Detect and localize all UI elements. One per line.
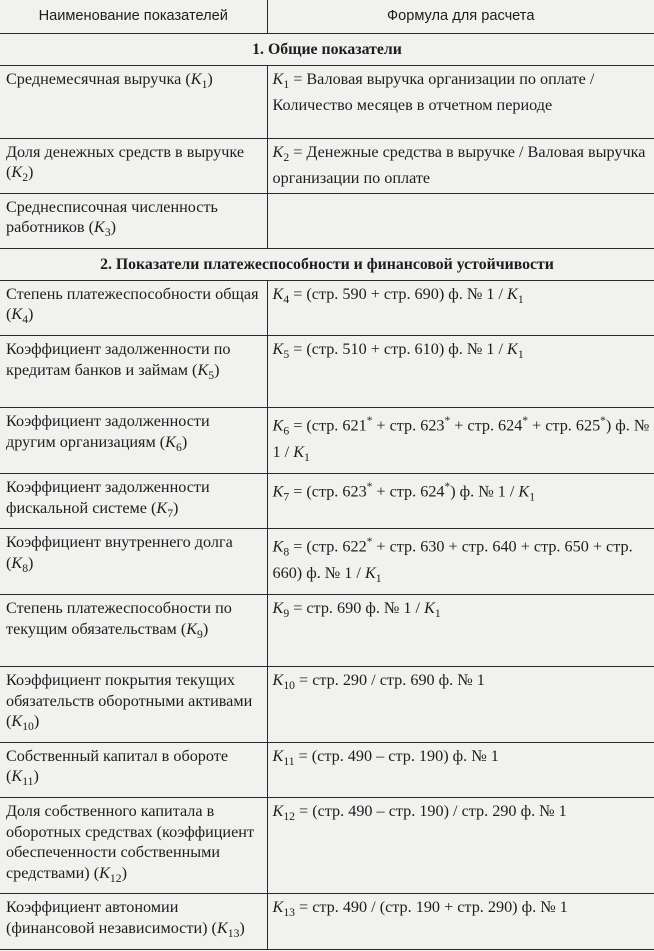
indicator-formula: $K_1$ = Валовая выручка организации по оплате / Количество месяцев в отчетном периоде <box>267 65 654 138</box>
indicator-name: Собственный капитал в обороте $(K_{11})$ <box>0 742 267 797</box>
indicator-formula: $K_{11} = (стр$. 490 – стр. 190) ф. № 1 <box>267 742 654 797</box>
indicator-name: Степень платежеспособности общая $(K_4)$ <box>0 280 267 335</box>
table-row <box>0 595 654 667</box>
indicator-formula: $K_2$ = Денежные средства в выручке / Валовая выручка организации по оплате <box>267 138 654 193</box>
section-row <box>0 248 654 280</box>
indicator-name: Степень платежеспособности по текущим обязательствам $(K_9)$ <box>0 595 267 667</box>
table-row <box>0 336 654 408</box>
indicator-formula: $K_{13}$ = стр. 490 / (стр. 190 + стр. 290) ф. № 1 <box>267 894 654 949</box>
section-title: 1. Общие показатели <box>0 33 654 65</box>
indicator-name: Коэффициент задолженности другим организациям $(K_6)$ <box>0 408 267 474</box>
indicator-name: Среднесписочная численность работников $(K_3)$ <box>0 193 267 248</box>
indicator-formula: $K_6 = (стр$. 621* + стр. 623* + стр. 624* + стр. 625*) ф. № $1 / K_1$ <box>267 408 654 474</box>
indicator-name: Доля собственного капитала в оборотных средствах (коэффициент обеспеченности собственными средствами) $(K_{12})$ <box>0 798 267 894</box>
indicator-formula <box>267 193 654 248</box>
indicator-formula: $K_9$ = стр. 690 ф. № $1 / K_1$ <box>267 595 654 667</box>
table-row <box>0 894 654 949</box>
indicator-name: Коэффициент задолженности фискальной системе $(K_7)$ <box>0 474 267 529</box>
section-title: 2. Показатели платежеспособности и финансовой устойчивости <box>0 248 654 280</box>
table-row <box>0 798 654 894</box>
table-row <box>0 65 654 138</box>
table-row <box>0 138 654 193</box>
column-header-name: Наименование показателей <box>0 0 267 33</box>
indicator-formula: $K_{12} = (стр$. 490 – стр. 190) / стр. 290 ф. № 1 <box>267 798 654 894</box>
indicator-name: Коэффициент автономии (финансовой независимости) $(K_{13})$ <box>0 894 267 949</box>
indicator-formula: $K_{10}$ = стр. 290 / стр. 690 ф. № 1 <box>267 667 654 743</box>
table-row <box>0 408 654 474</box>
indicator-name: Доля денежных средств в выручке $(K_2)$ <box>0 138 267 193</box>
indicator-formula: $K_4 = (стр$. 590 + стр. 690) ф. № $1 / K_1$ <box>267 280 654 335</box>
table-row <box>0 193 654 248</box>
indicator-name: Коэффициент внутреннего долга $(K_8)$ <box>0 529 267 595</box>
table-row <box>0 529 654 595</box>
table-row <box>0 474 654 529</box>
indicator-formula: $K_5 = (стр$. 510 + стр. 610) ф. № $1 / K_1$ <box>267 336 654 408</box>
indicator-name: Коэффициент задолженности по кредитам банков и займам $(K_5)$ <box>0 336 267 408</box>
indicator-name: Среднемесячная выручка $(K_1)$ <box>0 65 267 138</box>
table-row <box>0 667 654 743</box>
header-row <box>0 0 654 33</box>
indicator-name: Коэффициент покрытия текущих обязательств оборотными активами $(K_{10})$ <box>0 667 267 743</box>
section-row <box>0 33 654 65</box>
indicator-formula: $K_8 = (стр$. 622* + стр. 630 + стр. 640 + стр. 650 + стр. 660) ф. № $1 / K_1$ <box>267 529 654 595</box>
table-row <box>0 280 654 335</box>
column-header-formula: Формула для расчета <box>267 0 654 33</box>
indicator-formula: $K_7 = (стр$. 623* + стр. 624*) ф. № $1 / K_1$ <box>267 474 654 529</box>
table-row <box>0 742 654 797</box>
